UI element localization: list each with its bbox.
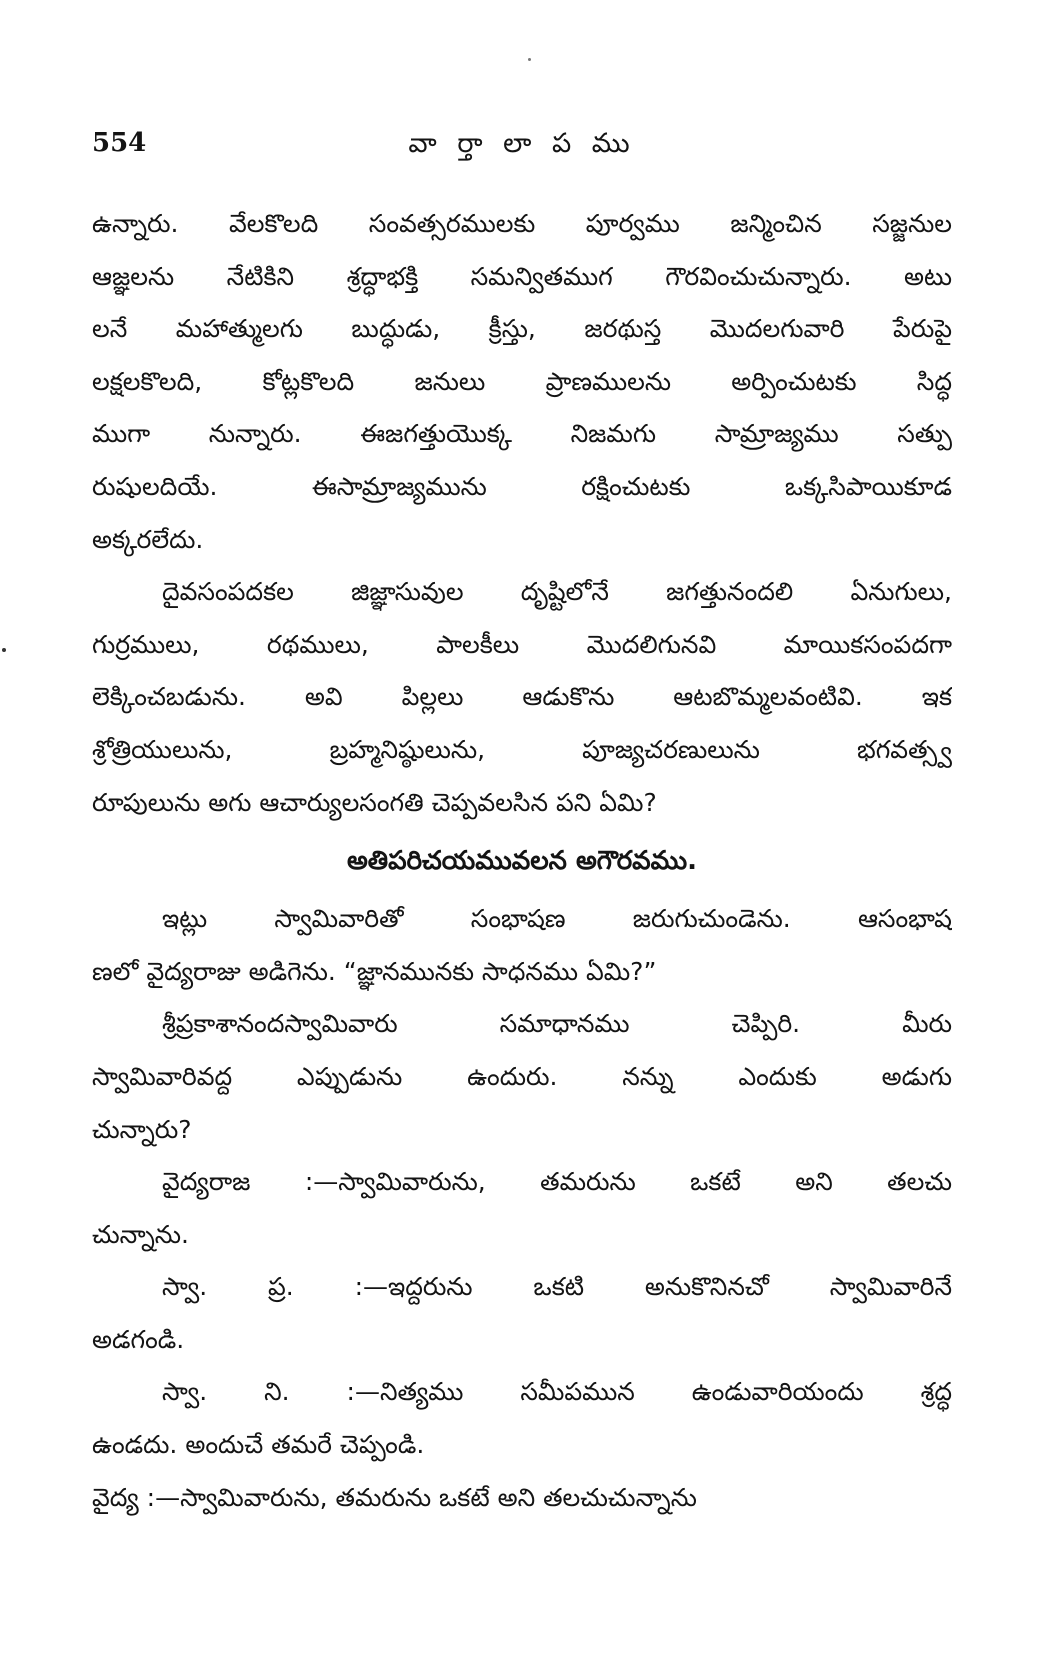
text-line: స్వామివారివద్ద ఎప్పుడును ఉందురు. నన్ను ఎందుకు అడుగు (92, 1061, 952, 1091)
scan-speck (528, 58, 531, 61)
paragraph (92, 1156, 952, 1261)
scan-speck (2, 648, 6, 652)
text-line: ముగా నున్నారు. ఈజగత్తుయొక్క నిజమగు సామ్రాజ్యము సత్పు (92, 419, 952, 449)
text-line: చున్నాను. (92, 1219, 189, 1249)
text-line: చున్నారు? (92, 1114, 192, 1144)
text-line: ఉండదు. అందుచే తమరే చెప్పండి. (92, 1430, 425, 1460)
text-line: ఉన్నారు. వేలకొలది సంవత్సరములకు పూర్వము జన్మించిన సజ్జనుల (92, 209, 952, 238)
paragraph (92, 198, 952, 566)
paragraph (92, 1261, 952, 1366)
paragraph (92, 1366, 952, 1471)
text-line: దైవసంపదకల జిజ్ఞాసువుల దృష్టిలోనే జగత్తునందలి ఏనుగులు, (162, 577, 952, 607)
text-line: రూపులును అగు ఆచార్యులసంగతి చెప్పవలసిన పని ఏమి? (92, 787, 657, 817)
text-line: వైద్యరాజ :—స్వామివారును, తమరును ఒకటే అని తలచు (162, 1167, 952, 1197)
section-heading: అతిపరిచయమువలన అగౌరవము. (347, 846, 697, 877)
page-header (92, 128, 952, 168)
text-line: శ్రీప్రకాశానందస్వామివారు సమాధానము చెప్పిరి. మీరు (162, 1009, 952, 1039)
text-line: శ్రోత్రియులును, బ్రహ్మనిష్ఠులును, పూజ్యచరణులును భగవత్స్వ (92, 734, 952, 764)
paragraph (92, 566, 952, 829)
paragraph (92, 893, 952, 998)
paragraph (92, 998, 952, 1156)
paragraph (92, 1472, 952, 1525)
running-title: వా ర్తా లా ప ము (408, 128, 636, 159)
text-line: ఇట్లు స్వామివారితో సంభాషణ జరుగుచుండెను. ఆసంభాష (162, 904, 952, 934)
text-line: స్వా. ని. :—నిత్యము సమీపమున ఉండువారియందు శ్రద్ధ (162, 1377, 952, 1407)
text-line: స్వా. ప్ర. :—ఇద్దరును ఒకటి అనుకొనినచో స్వామివారినే (162, 1272, 952, 1302)
text-line: వైద్య :—స్వామివారును, తమరును ఒకటే అని తలచుచున్నాను (92, 1482, 697, 1512)
text-line: లనే మహాత్ములగు బుద్ధుడు, క్రీస్తు, జరథుస్త మొదలగువారి పేరుపై (92, 314, 952, 344)
text-line: రుషులదియే. ఈసామ్రాజ్యమును రక్షించుటకు ఒక్కసిపాయికూడ (92, 471, 952, 501)
text-line: ఆజ్ఞలను నేటికిని శ్రద్ధాభక్తి సమన్వితముగ గౌరవించుచున్నారు. అటు (92, 261, 952, 291)
text-line: అడగండి. (92, 1324, 185, 1354)
text-line: లెక్కించబడును. అవి పిల్లలు ఆడుకొను ఆటబొమ్మలవంటివి. ఇక (92, 682, 952, 712)
text-line: అక్కరలేదు. (92, 524, 204, 554)
text-line: ణలో వైద్యరాజు అడిగెను. “జ్ఞానమునకు సాధనము ఏమి?” (92, 956, 657, 986)
page-body (92, 198, 952, 1524)
page-number: 554 (92, 128, 147, 158)
text-line: లక్షలకొలది, కోట్లకొలది జనులు ప్రాణములను అర్పించుటకు సిద్ధ (92, 366, 952, 396)
text-line: గుర్రములు, రథములు, పాలకీలు మొదలిగునవి మాయికసంపదగా (92, 629, 952, 659)
